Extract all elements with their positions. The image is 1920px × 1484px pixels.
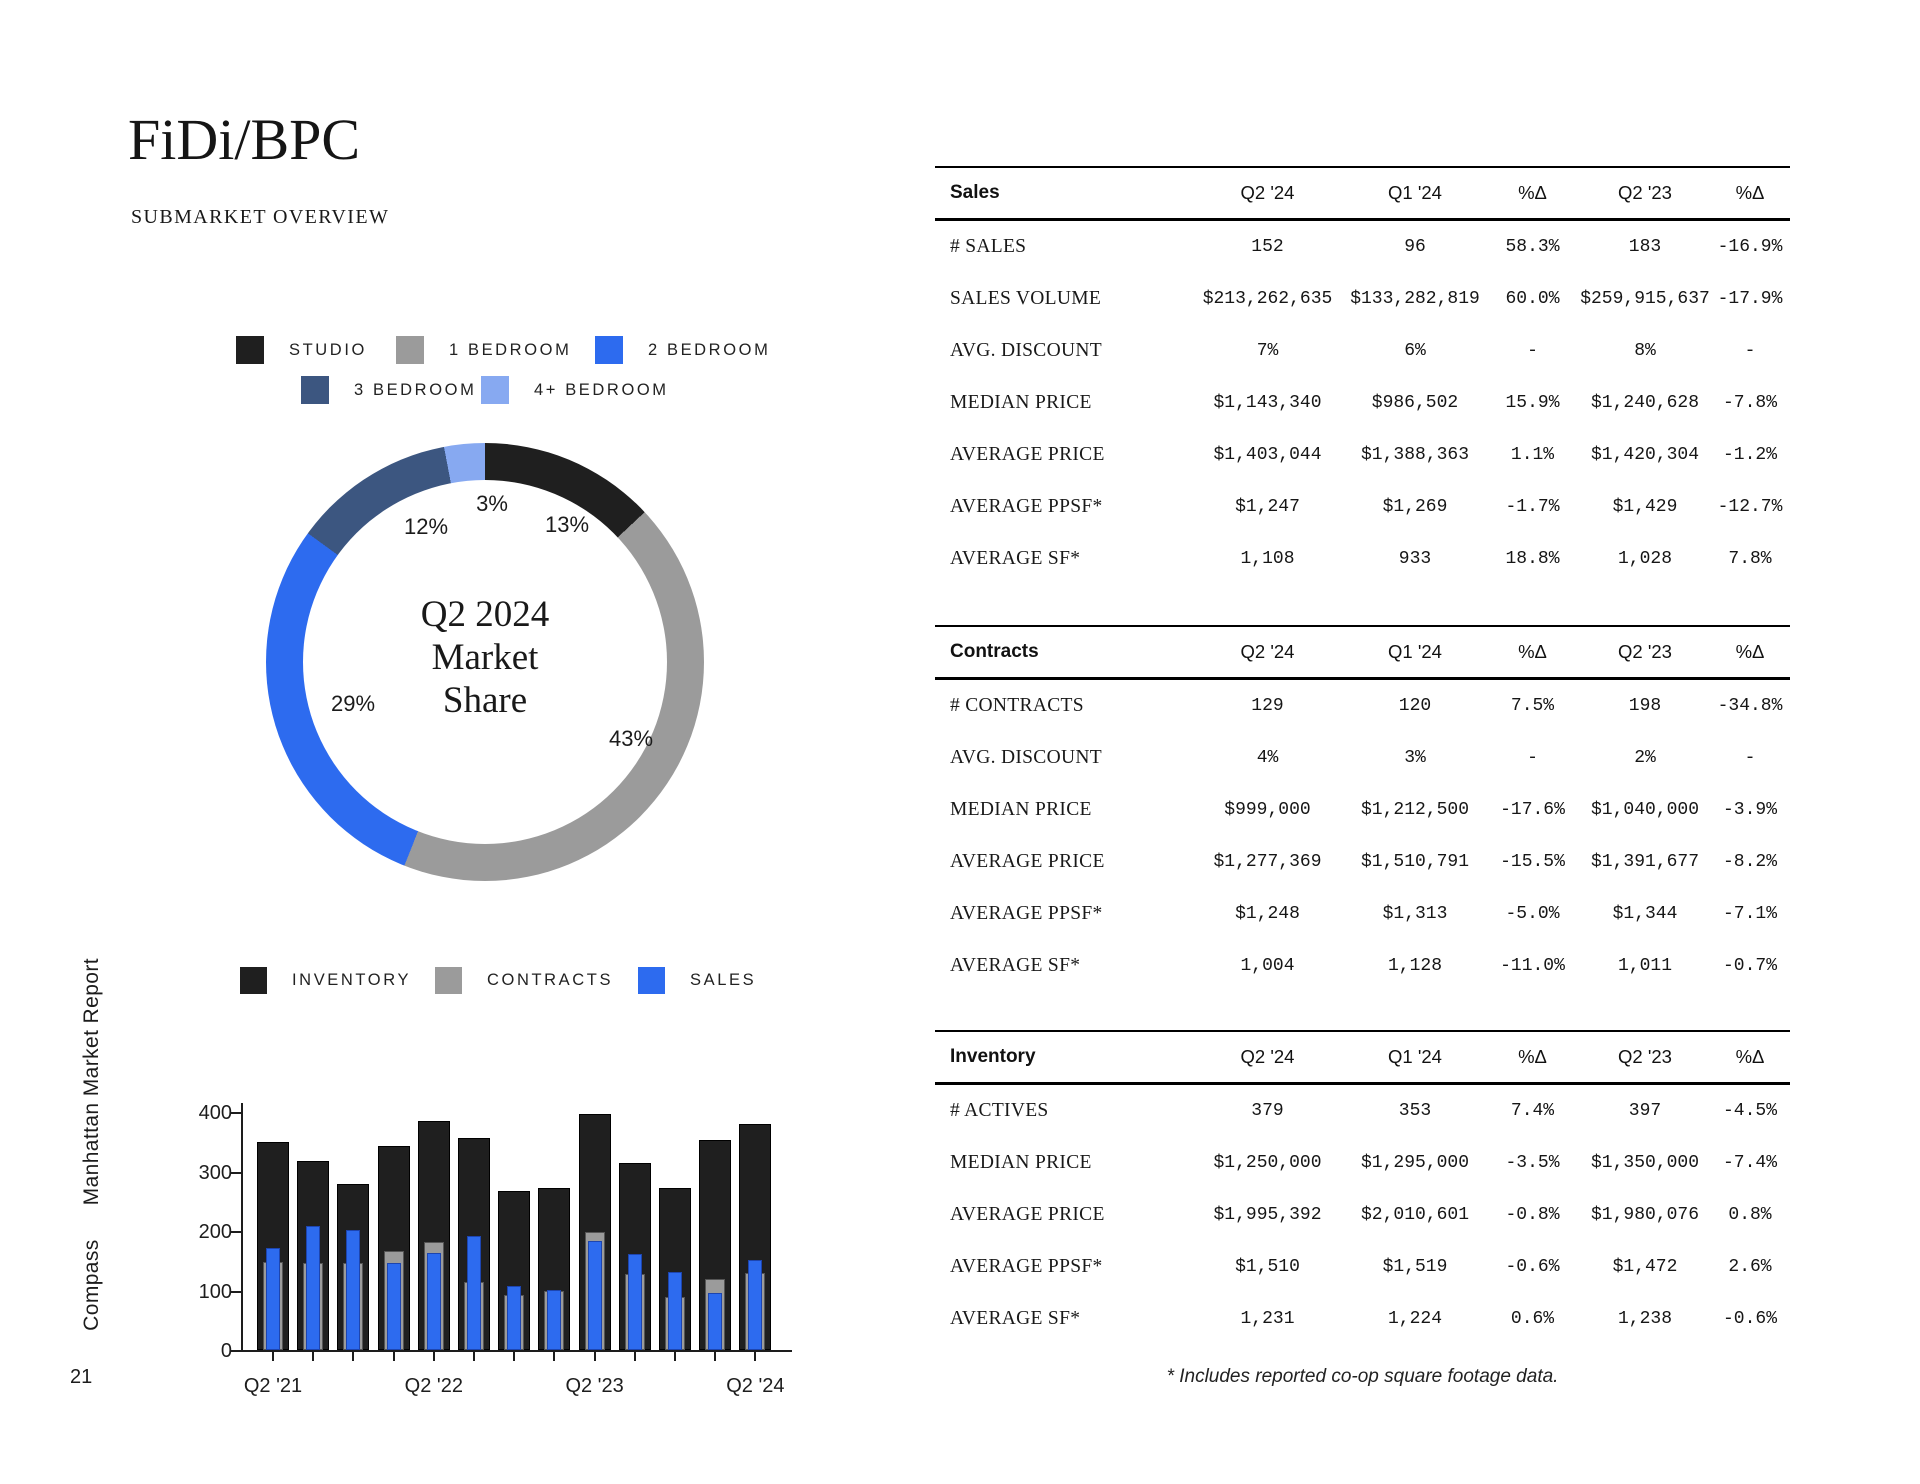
table-cell: 4% [1256,748,1279,768]
table-cell: - [1527,341,1538,361]
bar-sales [266,1248,280,1350]
table-cell: $1,388,363 [1360,445,1470,465]
table-row [935,680,1790,732]
table-cell: $1,269 [1382,497,1448,517]
table-cell: -0.6% [1505,1257,1560,1277]
table-cell: $999,000 [1224,800,1311,820]
table-cell: -3.9% [1722,800,1777,820]
row-label: MEDIAN PRICE [950,799,1092,820]
donut-percent-label: 13% [544,512,590,537]
row-label: SALES VOLUME [950,288,1102,309]
table-cell: 1,108 [1240,549,1295,569]
table-cell: -12.7% [1717,497,1783,517]
table-cell: 1,128 [1387,956,1442,976]
table-cell: 152 [1251,237,1284,257]
table-cell: 1,238 [1617,1309,1672,1329]
table-cell: - [1744,748,1756,768]
table-cell: 1,028 [1617,549,1672,569]
inventory-swatch-icon [240,967,267,994]
table-cell: 7.5% [1510,696,1555,716]
x-tick [393,1352,395,1361]
donut-center-line: Q2 2024 [420,594,550,635]
x-axis-line [243,1350,792,1352]
x-tick [714,1352,716,1361]
legend-item-1-bedroom [396,336,571,364]
table-cell: -17.9% [1717,289,1783,309]
legend-label: 2 BEDROOM [648,340,771,359]
row-label: AVERAGE SF* [950,548,1081,569]
x-tick [513,1352,515,1361]
column-header: Q2 '23 [1618,641,1672,662]
column-header: Q2 '24 [1240,1046,1295,1067]
table-cell: 0.6% [1510,1309,1555,1329]
table-cell: $1,420,304 [1590,445,1700,465]
x-tick [674,1352,676,1361]
table-cell: 129 [1251,696,1284,716]
column-header: Q2 '24 [1240,182,1295,203]
table-cell: $986,502 [1371,393,1459,413]
table-header-row [935,1030,1790,1085]
legend-label: INVENTORY [292,971,412,989]
table-row [935,481,1790,533]
sidebar-report-name: Manhattan Market Report [80,958,103,1206]
column-header: %Δ [1518,182,1547,203]
column-header: %Δ [1518,641,1547,662]
table-cell: $213,262,635 [1202,289,1333,309]
legend-item-contracts [435,967,613,994]
table-cell: 2.6% [1728,1257,1772,1277]
column-header: Q2 '23 [1618,1046,1672,1067]
four-plus-bedroom-swatch-icon [481,376,509,404]
bar-sales [748,1260,762,1350]
legend-label: CONTRACTS [487,971,614,989]
sidebar-brand: Compass [80,1239,103,1331]
table-cell: -4.5% [1722,1101,1777,1121]
donut-percent-label: 3% [476,491,508,516]
table-cell: $2,010,601 [1360,1205,1470,1225]
table-cell: $1,510 [1235,1257,1300,1277]
table-cell: -8.2% [1722,852,1777,872]
table-cell: 58.3% [1505,237,1560,257]
table-cell: $1,510,791 [1360,852,1470,872]
table-cell: 6% [1404,341,1426,361]
table-cell: -0.6% [1722,1309,1777,1329]
table-cell: 96 [1404,237,1426,257]
legend-item-inventory [240,967,411,994]
row-label: AVERAGE PRICE [950,444,1105,465]
one-bedroom-swatch-icon [396,336,424,364]
donut-center-line: Share [442,680,528,721]
table-cell: 60.0% [1505,289,1560,309]
column-header: Q2 '23 [1618,182,1672,203]
table-cell: $1,344 [1612,904,1678,924]
page-subtitle: SUBMARKET OVERVIEW [131,206,390,228]
table-cell: -7.4% [1722,1153,1777,1173]
table-cell: $1,277,369 [1213,852,1322,872]
table-cell: 1,224 [1387,1309,1442,1329]
table-cell: $1,250,000 [1213,1153,1322,1173]
y-axis-label: 300 [198,1161,232,1184]
donut-percent-label: 12% [403,514,449,539]
table-cell: 379 [1251,1101,1284,1121]
sales-swatch-icon [638,967,665,994]
column-header: Q1 '24 [1388,182,1442,203]
x-tick [272,1352,274,1361]
table-cell: $1,519 [1382,1257,1448,1277]
y-axis-label: 100 [198,1280,232,1303]
bar-sales [387,1263,401,1350]
bar-sales [588,1241,602,1350]
legend-label: STUDIO [289,340,367,359]
x-axis-label: Q2 '21 [243,1375,303,1397]
table-row [935,377,1790,429]
y-axis-label: 200 [198,1221,232,1243]
table-cell: $133,282,819 [1350,289,1480,309]
table-cell: -1.7% [1505,497,1560,517]
table-cell: -3.5% [1505,1153,1560,1173]
table-cell: $1,472 [1612,1257,1678,1277]
row-label: # CONTRACTS [950,695,1084,716]
legend-label: 3 BEDROOM [354,380,477,399]
three-bedroom-swatch-icon [301,376,329,404]
row-label: # SALES [950,236,1027,257]
table-row [935,940,1790,992]
column-header: Q1 '24 [1388,641,1442,662]
donut-percent-label: 43% [608,726,654,751]
row-label: AVERAGE PPSF* [950,903,1103,924]
donut-percent-label: 29% [330,691,376,716]
bar-sales [306,1226,320,1350]
two-bedroom-swatch-icon [595,336,623,364]
table-header-row [935,625,1790,680]
column-header: %Δ [1735,182,1765,203]
table-row [935,732,1790,784]
table-cell: 933 [1398,549,1432,569]
page-number: 21 [70,1366,93,1388]
table-row [935,888,1790,940]
table-cell: $1,240,628 [1590,393,1700,413]
bar-sales [547,1290,561,1350]
table-row [935,1137,1790,1189]
table-cell: 15.9% [1505,393,1560,413]
legend-label: 1 BEDROOM [449,340,572,359]
table-cell: 1.1% [1510,445,1555,465]
x-tick [312,1352,314,1361]
table-cell: 3% [1404,748,1426,768]
row-label: AVG. DISCOUNT [950,340,1102,361]
table-cell: 120 [1398,696,1432,716]
table-cell: $1,350,000 [1590,1153,1700,1173]
table-section-title: Sales [950,182,1000,203]
table-row [935,784,1790,836]
table-cell: 1,231 [1240,1309,1295,1329]
table-row [935,1293,1790,1345]
table-row [935,221,1790,273]
row-label: MEDIAN PRICE [950,392,1092,413]
y-axis-line [241,1103,243,1352]
x-tick [634,1352,636,1361]
row-label: AVERAGE PRICE [950,851,1105,872]
legend-label: SALES [690,971,757,989]
table-row [935,533,1790,585]
column-header: %Δ [1518,1046,1547,1067]
table-row [935,273,1790,325]
column-header: Q1 '24 [1388,1046,1442,1067]
table-cell: 353 [1398,1101,1432,1121]
x-axis-label: Q2 '24 [726,1375,785,1397]
legend-label: 4+ BEDROOM [534,380,669,399]
table-cell: -7.1% [1722,904,1777,924]
market-share-donut-chart [266,443,704,881]
table-section-title: Contracts [950,641,1039,662]
table-cell: 1,004 [1240,956,1295,976]
y-axis-label: 400 [198,1102,232,1124]
sales-table [935,166,1790,585]
table-cell: -15.5% [1500,852,1565,872]
column-header: %Δ [1735,1046,1765,1067]
x-tick [352,1352,354,1361]
bar-sales [708,1293,722,1350]
inventory-contracts-sales-bar-chart [160,1085,850,1430]
table-row [935,325,1790,377]
table-cell: 18.8% [1505,549,1560,569]
legend-item-3-bedroom [301,376,476,404]
table-header-row [935,166,1790,221]
x-axis-label: Q2 '23 [565,1375,624,1397]
table-row [935,1241,1790,1293]
table-row [935,429,1790,481]
inventory-table [935,1030,1790,1345]
table-cell: 7.8% [1728,549,1772,569]
table-cell: -0.7% [1722,956,1777,976]
table-cell: -0.8% [1505,1205,1560,1225]
table-cell: -11.0% [1500,956,1565,976]
studio-swatch-icon [236,336,264,364]
table-cell: 0.8% [1728,1205,1772,1225]
row-label: AVERAGE PPSF* [950,1256,1103,1277]
table-cell: 8% [1634,341,1656,361]
x-tick [594,1352,596,1361]
table-cell: -34.8% [1717,696,1783,716]
table-cell: 183 [1628,237,1662,257]
table-cell: -5.0% [1505,904,1560,924]
sidebar-vertical-text [80,958,104,1331]
x-axis-label: Q2 '22 [404,1375,463,1397]
table-cell: $1,295,000 [1360,1153,1470,1173]
row-label: MEDIAN PRICE [950,1152,1092,1173]
table-cell: $1,429 [1612,497,1678,517]
page-title: FiDi/BPC [128,107,361,172]
y-axis-label: 0 [220,1340,232,1362]
table-cell: $1,212,500 [1360,800,1470,820]
x-tick [553,1352,555,1361]
table-cell: $259,915,637 [1580,289,1710,309]
x-tick [433,1352,435,1361]
table-cell: - [1744,341,1756,361]
table-cell: -17.6% [1500,800,1565,820]
x-tick [754,1352,756,1361]
row-label: AVG. DISCOUNT [950,747,1102,768]
table-cell: - [1527,748,1538,768]
table-cell: 7.4% [1510,1101,1555,1121]
table-cell: $1,403,044 [1213,445,1322,465]
table-cell: $1,143,340 [1213,393,1322,413]
table-cell: $1,995,392 [1213,1205,1322,1225]
footnote: * Includes reported co-op square footage data. [1166,1366,1559,1387]
contracts-table [935,625,1790,992]
row-label: # ACTIVES [950,1100,1049,1121]
table-cell: $1,980,076 [1590,1205,1700,1225]
table-row [935,836,1790,888]
table-cell: $1,247 [1235,497,1300,517]
legend-item-2-bedroom [595,336,770,364]
table-cell: $1,391,677 [1590,852,1700,872]
bar-sales [427,1253,441,1350]
bar-sales [507,1286,521,1350]
bar-sales [346,1230,360,1350]
row-label: AVERAGE SF* [950,955,1081,976]
table-cell: $1,313 [1382,904,1448,924]
table-cell: $1,040,000 [1590,800,1700,820]
bar-sales [668,1272,682,1350]
table-cell: 1,011 [1617,956,1672,976]
table-cell: 7% [1256,341,1279,361]
column-header: %Δ [1735,641,1765,662]
table-section-title: Inventory [950,1046,1036,1067]
table-cell: 397 [1628,1101,1662,1121]
x-tick [473,1352,475,1361]
legend-item-studio [236,336,367,364]
table-cell: $1,248 [1235,904,1300,924]
row-label: AVERAGE PRICE [950,1204,1105,1225]
table-cell: -16.9% [1717,237,1783,257]
table-cell: -7.8% [1722,393,1777,413]
legend-item-sales [638,967,756,994]
table-row [935,1189,1790,1241]
bar-sales [467,1236,481,1350]
row-label: AVERAGE SF* [950,1308,1081,1329]
contracts-swatch-icon [435,967,462,994]
legend-item-4plus-bedroom [481,376,669,404]
table-cell: 2% [1634,748,1656,768]
table-cell: -1.2% [1722,445,1777,465]
column-header: Q2 '24 [1240,641,1295,662]
row-label: AVERAGE PPSF* [950,496,1103,517]
bar-sales [628,1254,642,1350]
table-row [935,1085,1790,1137]
table-cell: 198 [1628,696,1662,716]
donut-center-line: Market [431,637,539,678]
